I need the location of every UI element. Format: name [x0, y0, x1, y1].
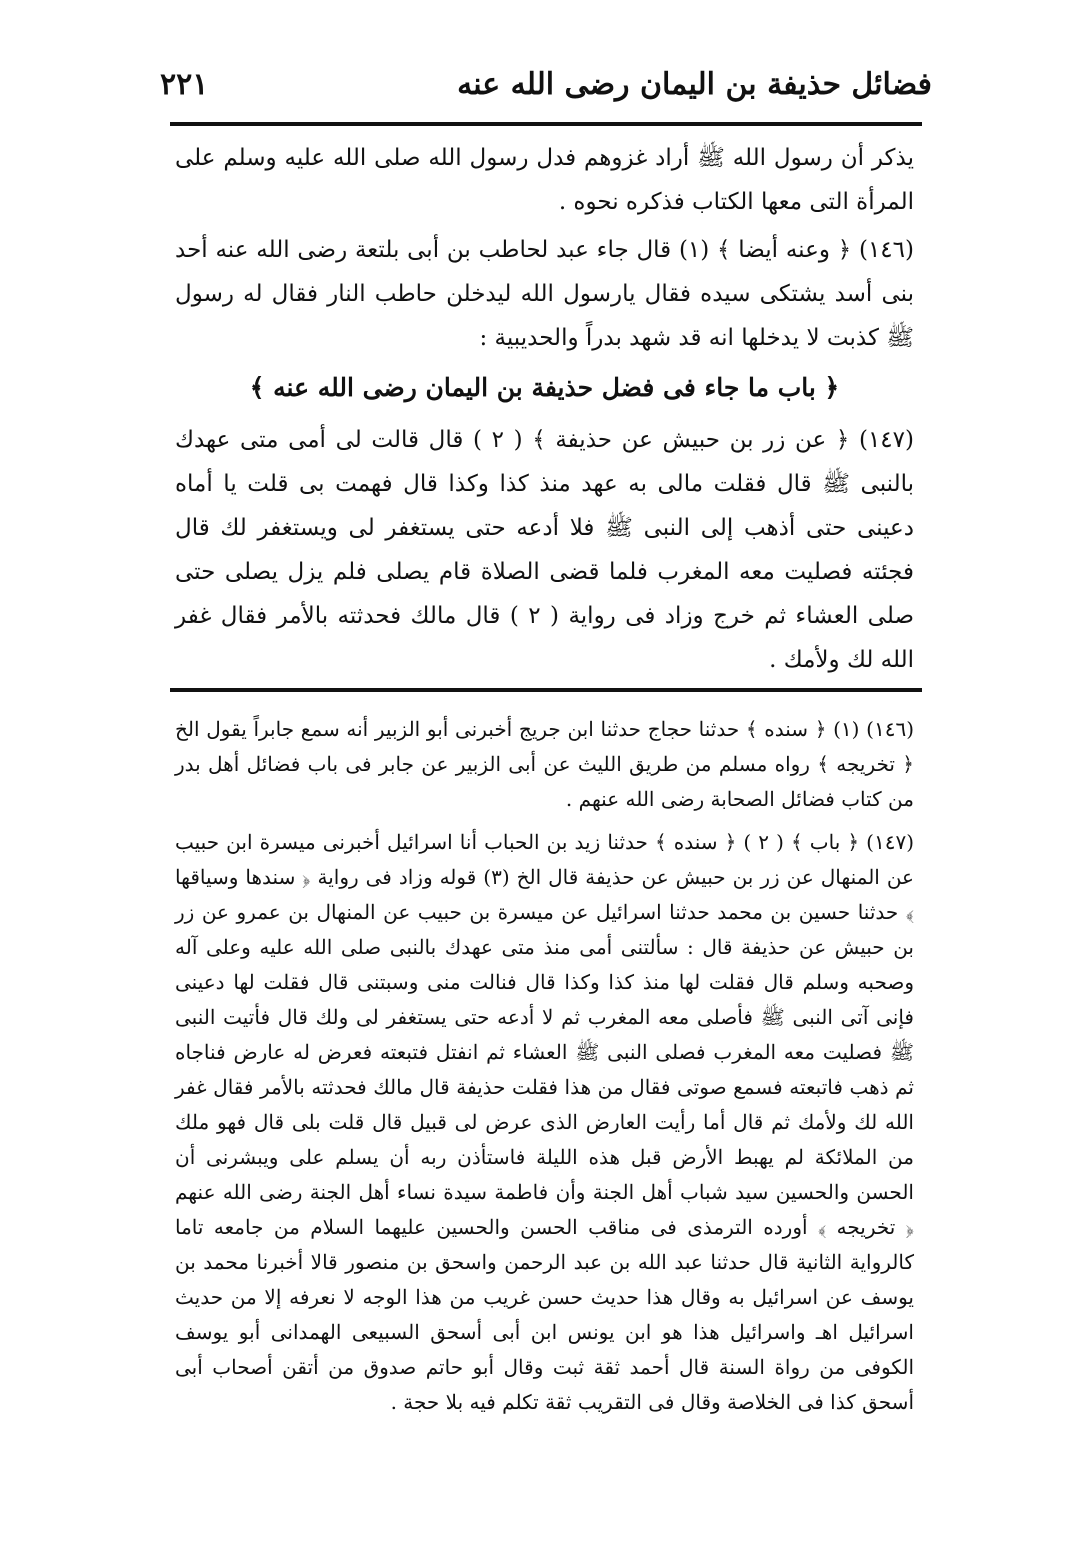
chapter-heading: ﴿ باب ما جاء فى فضل حذيفة بن اليمان رضى الله عنه ﴾ — [249, 373, 840, 402]
footnote-147: (١٤٧) ﴿ باب ﴾ ( ٢ ) ﴿ سنده ﴾ حدثنا زيد بن الحباب أنا اسرائيل أخبرنى ميسرة ابن حبيب عن المنهال عن زر بن حبيش عن حذيفة قال الخ (٣) قوله وزاد فى رواية ﴿ سندها وسياقها ﴾ حدثنا حسين بن محمد حدثنا اسرائيل عن ميسرة بن حبيب عن المنهال بن عمرو عن زر بن حبيش عن حذيفة قال : سألتنى أمى منذ متى عهدك بالنبى صلى الله عليه وعلى آله وصحبه وسلم قال فقلت لها منذ كذا وكذا قال فنالت منى وسبتنى قال فقلت لها دعينى فإنى آتى النبى ﷺ فأصلى معه المغرب ثم لا أدعه حتى يستغفر لى ولك قال فأتيت النبى ﷺ فصليت معه المغرب فصلى النبى ﷺ العشاء ثم انفتل فتبعته فعرض له عارض فناجاه ثم ذهب فاتبعته فسمع صوتى فقال من هذا فقلت حذيفة قال مالك فحدثته بالأمر فقال غفر الله لك ولأمك ثم قال أما رأيت العارض الذى عرض لى قبيل قال قلت بلى قال فهو ملك من الملائكة لم يهبط الأرض قبل هذه الليلة فاستأذن ربه أن يسلم على ويبشرنى أن الحسن والحسين سيد شباب أهل الجنة وأن فاطمة سيدة نساء أهل الجنة رضى الله عنهم ﴿ تخريجه ﴾ أورده الترمذى فى مناقب الحسن والحسين عليهما السلام من جامعه تاما كالرواية الثانية قال حدثنا عبد الله بن عبد الرحمن واسحق بن منصور قالا أخبرنا محمد بن يوسف عن اسرائيل به وقال هذا حديث حسن غريب من هذا الوجه لا نعرفه إلا من حديث اسرائيل اهـ واسرائيل هذا هو ابن يونس ابن أبى أسحق السبيعى الهمدانى أبو يوسف الكوفى من رواة السنة قال أحمد ثقة ثبت وقال أبو حاتم صدوق من أتقن أصحاب أبى أسحق كذا فى الخلاصة وقال فى التقريب ثقة تكلم فيه بلا حجة . — [175, 830, 914, 1414]
hadith-146: (١٤٦) ﴿ وعنه أيضا ﴾ (١) قال جاء عبد لحاطب بن أبى بلتعة رضى الله عنه أحد بنى أسد يشتكى سيده فقال يارسول الله ليدخلن حاطب النار فقال له رسول ﷺ كذبت لا يدخلها انه قد شهد بدراً والحديبية : — [175, 237, 914, 351]
header-rule — [170, 122, 922, 126]
main-text — [175, 136, 914, 686]
page-header — [160, 56, 932, 112]
hadith-147: (١٤٧) ﴿ عن زر بن حبيش عن حذيفة ﴾ ( ٢ ) قال قالت لى أمى متى عهدك بالنبى ﷺ قال فقلت مالى به عهد منذ كذا وكذا قال فهمت بى قلت يا أماه دعينى حتى أذهب إلى النبى ﷺ فلا أدعه حتى يستغفر لى ويستغفر لك قال فجئته فصليت معه المغرب فلما قضى الصلاة قام يصلى فلم يزل يصلى حتى صلى العشاء ثم خرج وزاد فى رواية ( ٢ ) قال مالك فحدثته بالأمر فقال غفر الله لك ولأمك . — [175, 427, 914, 673]
running-title: فضائل حذيفة بن اليمان رضى الله عنه — [457, 66, 932, 102]
footnotes — [175, 712, 914, 1428]
footnote-146: (١٤٦) (١) ﴿ سنده ﴾ حدثنا حجاج حدثنا ابن جريج أخبرنى أبو الزبير أنه سمع جابراً يقول الخ ﴿ تخريجه ﴾ رواه مسلم من طريق الليث عن أبى الزبير عن جابر فى باب فضائل أهل بدر من كتاب فضائل الصحابة رضى الله عنهم . — [175, 717, 914, 811]
paragraph-continuation: يذكر أن رسول الله ﷺ أراد غزوهم فدل رسول الله صلى الله عليه وسلم على المرأة التى معها الكتاب فذكره نحوه . — [175, 145, 914, 215]
page-number: ٢٢١ — [160, 66, 209, 102]
footnote-rule — [170, 688, 922, 692]
